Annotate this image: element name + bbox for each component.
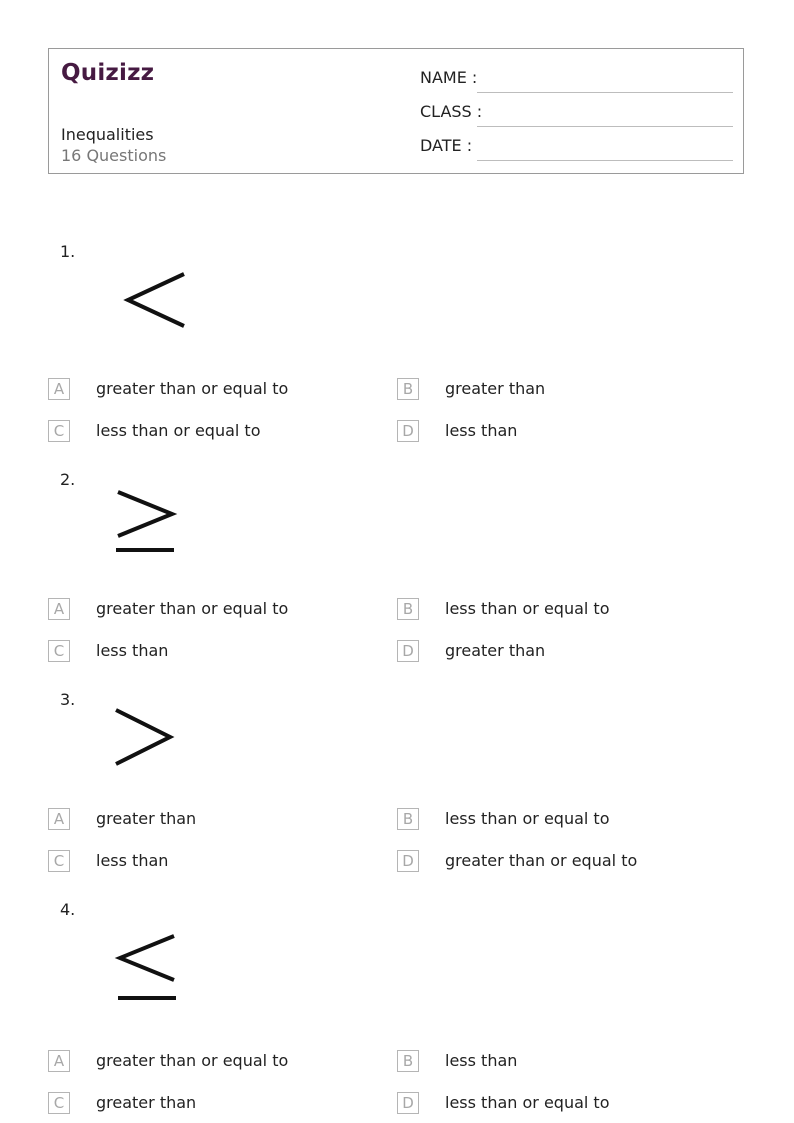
option-text: less than bbox=[445, 421, 518, 440]
name-field bbox=[420, 68, 733, 90]
option-letter: A bbox=[48, 598, 70, 620]
worksheet-header bbox=[48, 48, 744, 174]
less-than-icon bbox=[106, 268, 196, 358]
worksheet-title: Inequalities bbox=[61, 125, 154, 144]
option-letter: D bbox=[397, 420, 419, 442]
option-letter: C bbox=[48, 1092, 70, 1114]
date-field bbox=[420, 136, 733, 158]
option-d[interactable] bbox=[397, 640, 727, 664]
option-text: less than or equal to bbox=[96, 421, 261, 440]
greater-than-or-equal-icon bbox=[106, 486, 196, 576]
option-d[interactable] bbox=[397, 1092, 727, 1116]
option-d[interactable] bbox=[397, 850, 727, 874]
option-text: greater than or equal to bbox=[96, 599, 289, 618]
option-c[interactable] bbox=[48, 850, 378, 874]
option-letter: C bbox=[48, 640, 70, 662]
option-letter: A bbox=[48, 808, 70, 830]
option-letter: D bbox=[397, 640, 419, 662]
question-number: 2. bbox=[60, 470, 76, 489]
greater-than-icon bbox=[106, 706, 196, 796]
option-b[interactable] bbox=[397, 808, 727, 832]
name-line[interactable] bbox=[477, 92, 733, 93]
quizizz-logo bbox=[61, 59, 155, 87]
less-than-or-equal-icon bbox=[106, 930, 196, 1020]
option-letter: B bbox=[397, 378, 419, 400]
option-a[interactable] bbox=[48, 1050, 378, 1074]
question-number: 1. bbox=[60, 242, 76, 261]
option-letter: A bbox=[48, 378, 70, 400]
class-field bbox=[420, 102, 733, 124]
option-a[interactable] bbox=[48, 808, 378, 832]
option-a[interactable] bbox=[48, 378, 378, 402]
question-number: 4. bbox=[60, 900, 76, 919]
question-number: 3. bbox=[60, 690, 76, 709]
option-c[interactable] bbox=[48, 640, 378, 664]
option-text: greater than or equal to bbox=[445, 851, 638, 870]
option-letter: B bbox=[397, 808, 419, 830]
option-letter: A bbox=[48, 1050, 70, 1072]
date-label: DATE : bbox=[420, 136, 473, 155]
option-letter: D bbox=[397, 1092, 419, 1114]
option-text: less than bbox=[96, 851, 169, 870]
option-text: less than or equal to bbox=[445, 599, 610, 618]
logo-text: Quizizz bbox=[61, 60, 155, 86]
option-letter: D bbox=[397, 850, 419, 872]
question-count: 16 Questions bbox=[61, 146, 167, 165]
option-text: less than or equal to bbox=[445, 1093, 610, 1112]
option-text: greater than bbox=[96, 1093, 197, 1112]
option-text: greater than bbox=[445, 641, 546, 660]
date-line[interactable] bbox=[477, 160, 733, 161]
option-text: greater than bbox=[445, 379, 546, 398]
option-b[interactable] bbox=[397, 1050, 727, 1074]
option-letter: B bbox=[397, 598, 419, 620]
option-c[interactable] bbox=[48, 1092, 378, 1116]
option-letter: C bbox=[48, 420, 70, 442]
option-text: greater than or equal to bbox=[96, 379, 289, 398]
name-label: NAME : bbox=[420, 68, 478, 87]
option-a[interactable] bbox=[48, 598, 378, 622]
option-text: less than bbox=[445, 1051, 518, 1070]
option-text: greater than or equal to bbox=[96, 1051, 289, 1070]
option-d[interactable] bbox=[397, 420, 727, 444]
option-text: less than bbox=[96, 641, 169, 660]
option-b[interactable] bbox=[397, 378, 727, 402]
option-b[interactable] bbox=[397, 598, 727, 622]
option-letter: B bbox=[397, 1050, 419, 1072]
class-label: CLASS : bbox=[420, 102, 483, 121]
option-letter: C bbox=[48, 850, 70, 872]
option-text: greater than bbox=[96, 809, 197, 828]
option-text: less than or equal to bbox=[445, 809, 610, 828]
class-line[interactable] bbox=[477, 126, 733, 127]
option-c[interactable] bbox=[48, 420, 378, 444]
